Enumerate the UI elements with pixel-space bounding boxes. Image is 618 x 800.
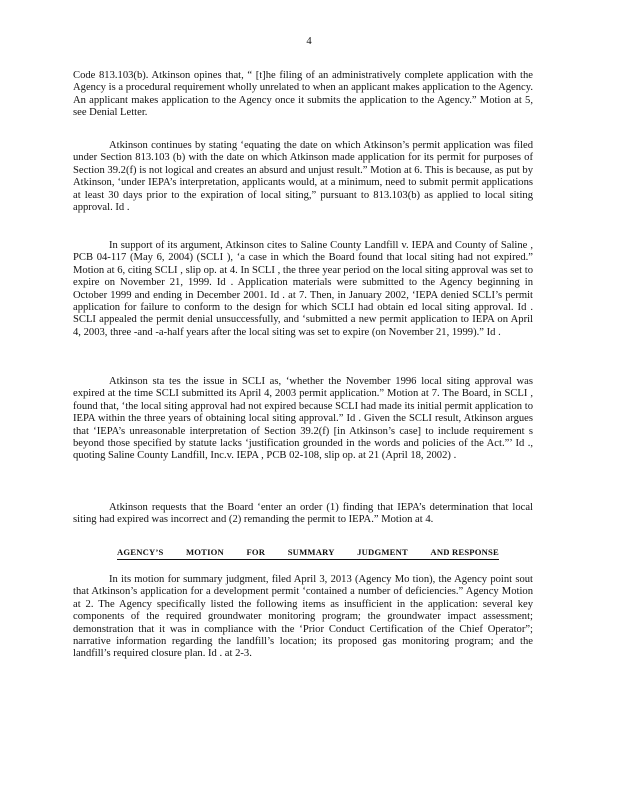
heading-word: AND RESPONSE [430, 547, 499, 557]
paragraph-4: Atkinson sta tes the issue in SCLI as, ‘whether the November 1996 local siting approval was expired at the time SCLI submitted its April 4, 2003 permit application.” Motion at 7. The Board, in SCLI , found that, ‘the local siting approval had not expired because SCLI had made its initial permit application to IEPA within the three years of obtaining local siting approval.” Id . Given the SCLI result, Atkinson argues that ‘IEPA’s unreasonable interpretation of Section 39.2(f) [in Atkinson’s case] to include requirement s beyond those specified by statute lacks ‘justification grounded in the words and policies of the Act.”’ Id ., quoting Saline County Landfill, Inc.v. IEPA , PCB 02-108, slip op. at 21 (April 18, 2002) . [73, 376, 533, 462]
heading-word: SUMMARY [287, 547, 335, 557]
heading-word: JUDGMENT [357, 547, 408, 557]
section-heading [117, 546, 499, 560]
paragraph-1: Code 813.103(b). Atkinson opines that, “ [t]he filing of an administratively complete application with the Agency is a procedural requirement wholly unrelated to when an applicant makes application to the Agency. An applicant makes application to the Agency once it submits the application to the Agency.” Motion at 5, see Denial Letter. [73, 70, 533, 119]
heading-word: AGENCY’S [117, 547, 164, 557]
paragraph-6: In its motion for summary judgment, filed April 3, 2013 (Agency Mo tion), the Agency point sout that Atkinson’s application for a development permit ‘contained a number of deficiencies.” Agency Motion at 2. The Agency specifically listed the following items as insufficient in the application: several key components of the required groundwater monitoring program; the groundwater impact assessment; demonstration that it was in compliance with the ‘Prior Conduct Certification of the Chief Operator”; narrative information regarding the landfill’s location; its proposed gas monitoring program; and the landfill’s required closure plan. Id . at 2-3. [73, 574, 533, 660]
paragraph-2: Atkinson continues by stating ‘equating the date on which Atkinson’s permit application was filed under Section 813.103 (b) with the date on which Atkinson made application for its permit for purposes of Section 39.2(f) is not logical and creates an absurd and unjust result.” Motion at 6. This is because, as put by Atkinson, ‘under IEPA’s interpretation, applicants would, at a minimum, need to submit permit applications at least 30 days prior to the expiration of local siting,” pursuant to 813.103(b) as applied to local siting approval. Id . [73, 140, 533, 214]
paragraph-3: In support of its argument, Atkinson cites to Saline County Landfill v. IEPA and County of Saline , PCB 04-117 (May 6, 2004) (SCLI ), ‘a case in which the Board found that local siting had not expired.” Motion at 6, citing SCLI , slip op. at 4. In SCLI , the three year period on the local siting approval was set to expire on November 21, 1999. Id . Application materials were submitted to the Agency beginning in October 1999 and ending in December 2001. Id . at 7. Then, in January 2002, ‘IEPA denied SCLI’s permit application for failure to conform to the design for which SCLI had obtain ed local siting approval. Id . SCLI appealed the permit denial unsuccessfully, and ‘submitted a new permit application to IEPA on April 4, 2003, three -and -a-half years after the local siting was set to expire (on November 21, 1999).” Id . [73, 240, 533, 338]
heading-word: MOTION [185, 547, 224, 557]
paragraph-5: Atkinson requests that the Board ‘enter an order (1) finding that IEPA’s determination that local siting had expired was incorrect and (2) remanding the permit to IEPA.” Motion at 4. [73, 502, 533, 526]
page-number: 4 [306, 36, 312, 47]
heading-word: FOR [246, 547, 266, 557]
